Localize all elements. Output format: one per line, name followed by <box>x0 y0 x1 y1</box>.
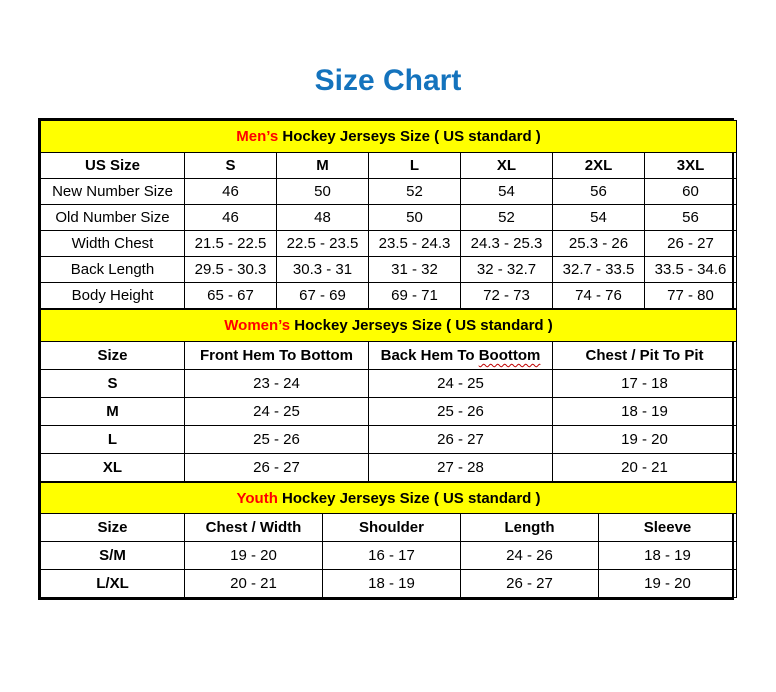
value-cell: 56 <box>553 179 645 205</box>
value-cell: 69 - 71 <box>369 283 461 309</box>
value-cell: 18 - 19 <box>599 542 737 570</box>
mens-section-highlight: Men’s <box>236 128 279 145</box>
value-cell: 25 - 26 <box>185 426 369 454</box>
value-cell: 24 - 25 <box>369 370 553 398</box>
value-cell: 26 - 27 <box>369 426 553 454</box>
value-cell: 19 - 20 <box>553 426 737 454</box>
value-cell: 67 - 69 <box>277 283 369 309</box>
row-label: Body Height <box>41 283 185 309</box>
row-label: Old Number Size <box>41 205 185 231</box>
value-cell: 52 <box>461 205 553 231</box>
value-cell: 18 - 19 <box>323 570 461 598</box>
youth-section-highlight: Youth <box>236 489 278 507</box>
value-cell: 22.5 - 23.5 <box>277 231 369 257</box>
value-cell: 24 - 26 <box>461 542 599 570</box>
size-label: XL <box>41 454 185 482</box>
mens-header-cell: 3XL <box>645 153 737 179</box>
value-cell: 74 - 76 <box>553 283 645 309</box>
value-cell: 24 - 25 <box>185 398 369 426</box>
youth-header-cell: Chest / Width <box>185 514 323 542</box>
value-cell: 23.5 - 24.3 <box>369 231 461 257</box>
value-cell: 17 - 18 <box>553 370 737 398</box>
value-cell: 23 - 24 <box>185 370 369 398</box>
value-cell: 20 - 21 <box>553 454 737 482</box>
size-label: L/XL <box>41 570 185 598</box>
youth-header-cell: Length <box>461 514 599 542</box>
mens-size-table <box>40 120 737 309</box>
value-cell: 26 - 27 <box>185 454 369 482</box>
mens-header-cell: 2XL <box>553 153 645 179</box>
mens-header-row <box>41 153 737 179</box>
mens-header-cell: US Size <box>41 153 185 179</box>
value-cell: 27 - 28 <box>369 454 553 482</box>
value-cell: 56 <box>645 205 737 231</box>
mens-section-rest: Hockey Jerseys Size ( US standard ) <box>278 128 541 145</box>
size-label: S/M <box>41 542 185 570</box>
table-row <box>41 370 737 398</box>
youth-size-table <box>40 482 737 598</box>
table-row <box>41 570 737 598</box>
size-label: L <box>41 426 185 454</box>
table-row <box>41 231 737 257</box>
value-cell: 16 - 17 <box>323 542 461 570</box>
value-cell: 54 <box>553 205 645 231</box>
youth-header-cell: Sleeve <box>599 514 737 542</box>
table-row <box>41 205 737 231</box>
value-cell: 20 - 21 <box>185 570 323 598</box>
size-label: M <box>41 398 185 426</box>
value-cell: 24.3 - 25.3 <box>461 231 553 257</box>
value-cell: 52 <box>369 179 461 205</box>
size-label: S <box>41 370 185 398</box>
womens-header-back-prefix: Back Hem To <box>380 347 479 364</box>
mens-header-cell: L <box>369 153 461 179</box>
value-cell: 72 - 73 <box>461 283 553 309</box>
mens-header-cell: XL <box>461 153 553 179</box>
page-title: Size Chart <box>314 64 462 97</box>
womens-header-cell: Size <box>41 342 185 370</box>
value-cell: 46 <box>185 205 277 231</box>
value-cell: 33.5 - 34.6 <box>645 257 737 283</box>
value-cell: 50 <box>277 179 369 205</box>
row-label: Back Length <box>41 257 185 283</box>
youth-header-row <box>41 514 737 542</box>
table-row <box>41 179 737 205</box>
mens-header-cell: M <box>277 153 369 179</box>
womens-section-band <box>41 310 737 342</box>
youth-section-band <box>41 483 737 514</box>
table-row <box>41 542 737 570</box>
mens-section-header <box>41 121 737 153</box>
womens-section-header <box>41 310 737 342</box>
size-chart-frame <box>38 118 734 600</box>
table-row <box>41 454 737 482</box>
youth-header-cell: Size <box>41 514 185 542</box>
value-cell: 46 <box>185 179 277 205</box>
value-cell: 32.7 - 33.5 <box>553 257 645 283</box>
womens-header-cell <box>369 342 553 370</box>
value-cell: 25.3 - 26 <box>553 231 645 257</box>
value-cell: 54 <box>461 179 553 205</box>
womens-header-cell: Front Hem To Bottom <box>185 342 369 370</box>
womens-header-back-misspelled: Boottom <box>478 347 541 364</box>
row-label: New Number Size <box>41 179 185 205</box>
value-cell: 21.5 - 22.5 <box>185 231 277 257</box>
value-cell: 32 - 32.7 <box>461 257 553 283</box>
table-row <box>41 398 737 426</box>
value-cell: 18 - 19 <box>553 398 737 426</box>
row-label: Width Chest <box>41 231 185 257</box>
value-cell: 19 - 20 <box>185 542 323 570</box>
value-cell: 19 - 20 <box>599 570 737 598</box>
value-cell: 26 - 27 <box>461 570 599 598</box>
mens-section-band <box>41 121 737 153</box>
womens-header-cell: Chest / Pit To Pit <box>553 342 737 370</box>
womens-size-table <box>40 309 737 482</box>
value-cell: 31 - 32 <box>369 257 461 283</box>
value-cell: 60 <box>645 179 737 205</box>
value-cell: 48 <box>277 205 369 231</box>
value-cell: 50 <box>369 205 461 231</box>
table-row <box>41 283 737 309</box>
womens-section-rest: Hockey Jerseys Size ( US standard ) <box>290 317 553 334</box>
value-cell: 65 - 67 <box>185 283 277 309</box>
youth-section-header <box>41 483 737 514</box>
table-row <box>41 257 737 283</box>
value-cell: 77 - 80 <box>645 283 737 309</box>
womens-header-row <box>41 342 737 370</box>
table-row <box>41 426 737 454</box>
value-cell: 26 - 27 <box>645 231 737 257</box>
youth-header-cell: Shoulder <box>323 514 461 542</box>
youth-section-rest: Hockey Jerseys Size ( US standard ) <box>277 489 541 507</box>
womens-section-highlight: Women’s <box>224 317 291 334</box>
value-cell: 29.5 - 30.3 <box>185 257 277 283</box>
value-cell: 25 - 26 <box>369 398 553 426</box>
value-cell: 30.3 - 31 <box>277 257 369 283</box>
mens-header-cell: S <box>185 153 277 179</box>
